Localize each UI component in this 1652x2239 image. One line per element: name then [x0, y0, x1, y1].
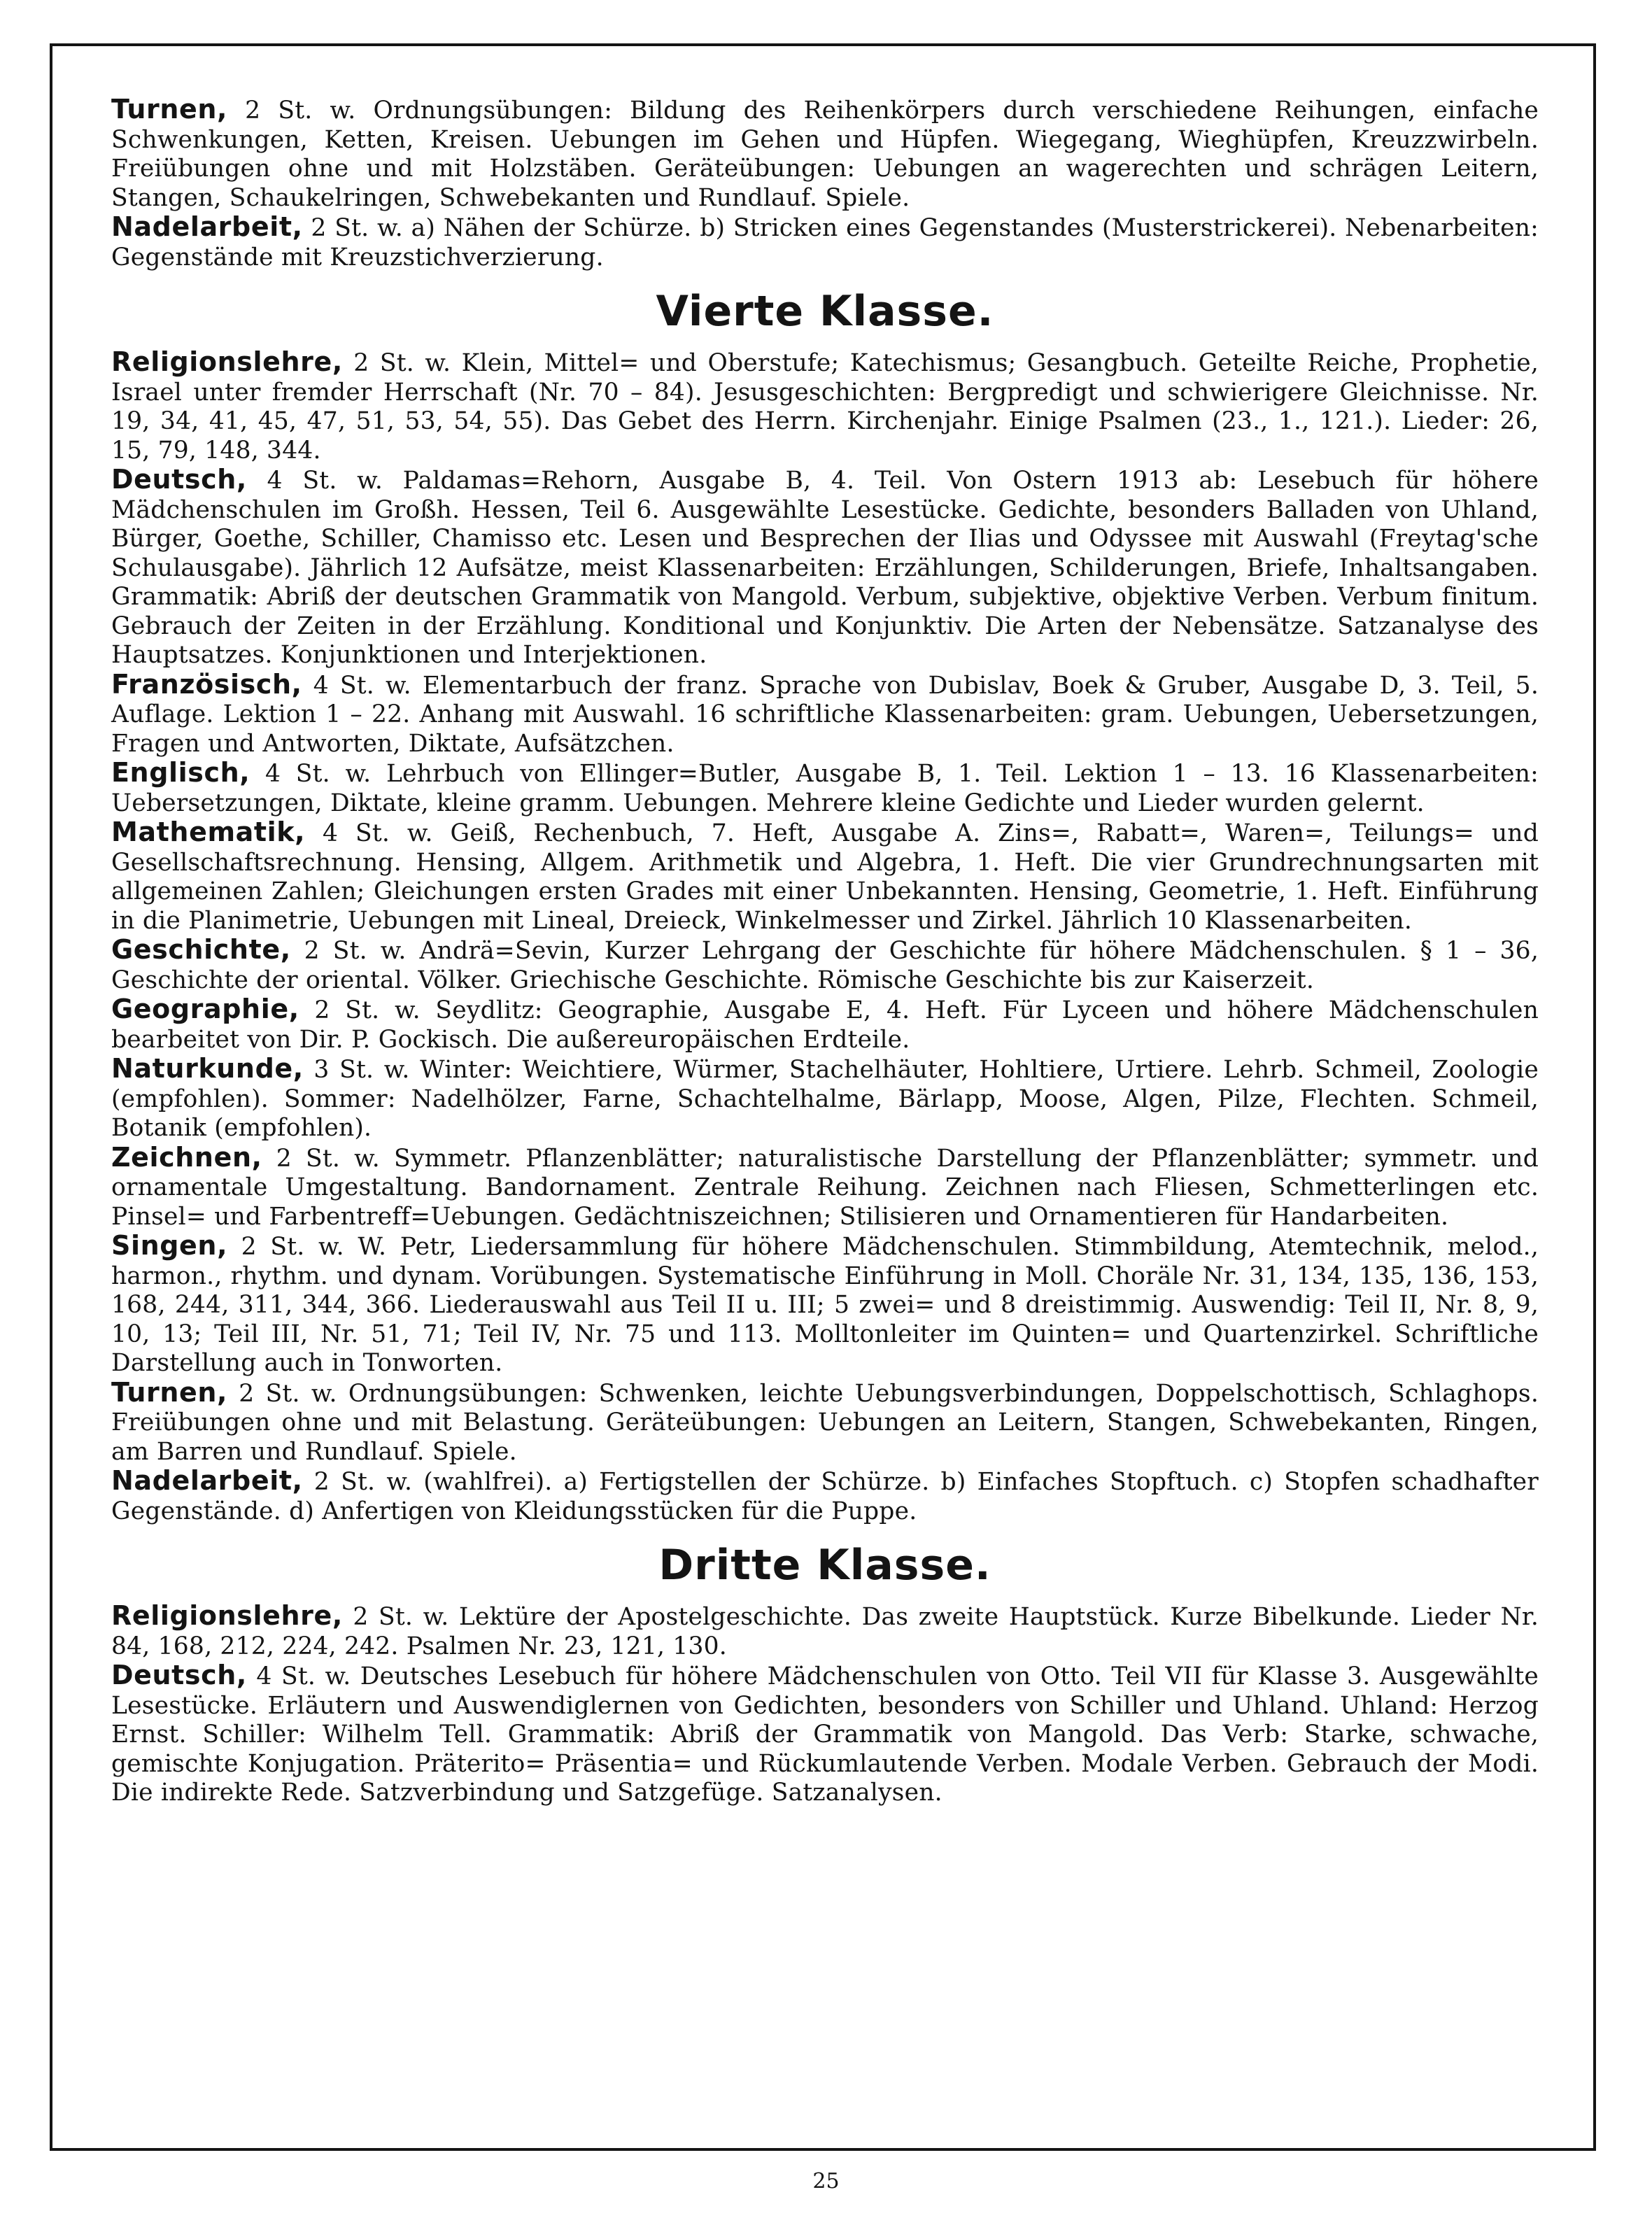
subject-label: Deutsch, [111, 464, 247, 495]
entry-geographie-4 [111, 995, 1539, 1054]
entry-geschichte-4 [111, 935, 1539, 995]
subject-label: Mathematik, [111, 817, 306, 847]
entry-singen-4 [111, 1231, 1539, 1378]
entry-text: 4 St. w. Lehrbuch von Ellinger=Butler, Ausgabe B, 1. Teil. Lektion 1 – 13. 16 Klassenarbeiten: Uebersetzungen, Diktate, kleine gramm. Uebungen. Mehrere kleine Gedichte und Lieder wurden gelernt. [111, 760, 1539, 817]
subject-label: Deutsch, [111, 1660, 247, 1690]
entry-text: 2 St. w. a) Nähen der Schürze. b) Stricken eines Gegenstandes (Musterstrickerei). Nebenarbeiten: Gegenstände mit Kreuzstichverzierung. [111, 214, 1539, 271]
entry-nadelarbeit-4 [111, 1467, 1539, 1526]
entry-text: 2 St. w. Seydlitz: Geographie, Ausgabe E, 4. Heft. Für Lyceen und höhere Mädchenschulen bearbeitet von Dir. P. Gockisch. Die außereuropäischen Erdteile. [111, 996, 1539, 1054]
subject-label: Turnen, [111, 1376, 228, 1408]
entry-text: 2 St. w. Klein, Mittel= und Oberstufe; Katechismus; Gesangbuch. Geteilte Reiche, Prophetie, Israel unter fremder Herrschaft (Nr. 70 – 84). Jesusgeschichten: Bergpredigt und schwierigere Gleichnisse. Nr. 19, 34, 41, 45, 47, 51, 53, 54, 55). Das Gebet des Herrn. Kirchenjahr. Einige Psalmen (23., 1., 121.). Lieder: 26, 15, 79, 148, 344. [111, 349, 1539, 465]
entry-text: 4 St. w. Deutsches Lesebuch für höhere Mädchenschulen von Otto. Teil VII für Klasse 3. Ausgewählte Lesestücke. Erläutern und Auswendiglernen von Gedichten, besonders von Schiller und Uhland. Uhland: Herzog Ernst. Schiller: Wilhelm Tell. Grammatik: Abriß der Grammatik von Mangold. Das Verb: Starke, schwache, gemischte Konjugation. Präterito= Präsentia= und Rückumlautende Verben. Modale Verben. Gebrauch der Modi. Die indirekte Rede. Satzverbindung und Satzgefüge. Satzanalysen. [111, 1662, 1539, 1807]
entry-text: 4 St. w. Geiß, Rechenbuch, 7. Heft, Ausgabe A. Zins=, Rabatt=, Waren=, Teilungs= und Gesellschaftsrechnung. Hensing, Allgem. Arithmetik und Algebra, 1. Heft. Die vier Grundrechnungsarten mit allgemeinen Zahlen; Gleichungen ersten Grades mit einer Unbekannten. Hensing, Geometrie, 1. Heft. Einführung in die Planimetrie, Uebungen mit Lineal, Dreieck, Winkelmesser und Zirkel. Jährlich 10 Klassenarbeiten. [111, 819, 1539, 935]
subject-label: Geschichte, [111, 934, 291, 965]
entry-text: 2 St. w. Lektüre der Apostelgeschichte. Das zweite Hauptstück. Kurze Bibelkunde. Lieder Nr. 84, 168, 212, 224, 242. Psalmen Nr. 23, 121, 130. [111, 1603, 1539, 1660]
entry-mathematik-4 [111, 818, 1539, 935]
entry-naturkunde-4 [111, 1054, 1539, 1143]
heading-dritte-klasse: Dritte Klasse. [658, 1541, 991, 1590]
page-border [50, 43, 1596, 2151]
subject-label: Geographie, [111, 994, 299, 1024]
entry-text: 2 St. w. Ordnungsübungen: Schwenken, leichte Uebungsverbindungen, Doppelschottisch, Schlaghops. Freiübungen ohne und mit Belastung. Geräteübungen: Uebungen an Leitern, Stangen, Schwebekanten, Ringen, am Barren und Rundlauf. Spiele. [111, 1379, 1539, 1466]
subject-label: Naturkunde, [111, 1053, 304, 1084]
entry-text: 2 St. w. Andrä=Sevin, Kurzer Lehrgang der Geschichte für höhere Mädchenschulen. § 1 – 36, Geschichte der oriental. Völker. Griechische Geschichte. Römische Geschichte bis zur Kaiserzeit. [111, 937, 1539, 994]
subject-label: Englisch, [111, 757, 250, 788]
page-number: 25 [812, 2169, 840, 2194]
subject-label: Nadelarbeit, [111, 1465, 303, 1496]
entry-englisch-4 [111, 758, 1539, 818]
subject-label: Religionslehre, [111, 346, 343, 377]
heading-vierte-klasse: Vierte Klasse. [656, 287, 994, 336]
subject-label: Französisch, [111, 668, 302, 700]
entry-nadelarbeit-5 [111, 213, 1539, 272]
entry-religionslehre-3 [111, 1602, 1539, 1661]
entry-franzoesisch-4 [111, 670, 1539, 759]
subject-label: Nadelarbeit, [111, 211, 303, 242]
entry-turnen-5 [111, 95, 1539, 213]
entry-zeichnen-4 [111, 1143, 1539, 1232]
entry-text: 4 St. w. Paldamas=Rehorn, Ausgabe B, 4. Teil. Von Ostern 1913 ab: Lesebuch für höhere Mädchenschulen im Großh. Hessen, Teil 6. Ausgewählte Lesestücke. Gedichte, besonders Balladen von Uhland, Bürger, Goethe, Schiller, Chamisso etc. Lesen und Besprechen der Ilias und Odyssee mit Auswahl (Freytag'sche Schulausgabe). Jährlich 12 Aufsätze, meist Klassenarbeiten: Erzählungen, Schilderungen, Briefe, Inhaltsangaben. Grammatik: Abriß der deutschen Grammatik von Mangold. Verbum, subjektive, objektive Verben. Verbum finitum. Gebrauch der Zeiten in der Erzählung. Konditional und Konjunktiv. Die Arten der Nebensätze. Satzanalyse des Hauptsatzes. Konjunktionen und Interjektionen. [111, 467, 1539, 669]
entry-turnen-4 [111, 1378, 1539, 1467]
entry-text: 4 St. w. Elementarbuch der franz. Sprache von Dubislav, Boek & Gruber, Ausgabe D, 3. Teil, 5. Auflage. Lektion 1 – 22. Anhang mit Auswahl. 16 schriftliche Klassenarbeiten: gram. Uebungen, Uebersetzungen, Fragen und Antworten, Diktate, Aufsätzchen. [111, 671, 1539, 758]
entry-religionslehre-4 [111, 348, 1539, 465]
entry-deutsch-4 [111, 465, 1539, 670]
page-content [111, 95, 1539, 1808]
entry-text: 2 St. w. Symmetr. Pflanzenblätter; naturalistische Darstellung der Pflanzenblätter; symmetr. und ornamentale Umgestaltung. Bandornament. Zentrale Reihung. Zeichnen nach Fliesen, Schmetterlingen etc. Pinsel= und Farbentreff=Uebungen. Gedächtniszeichnen; Stilisieren und Ornamentieren für Handarbeiten. [111, 1144, 1539, 1231]
subject-label: Religionslehre, [111, 1600, 343, 1631]
subject-label: Singen, [111, 1230, 228, 1261]
entry-text: 2 St. w. W. Petr, Liedersammlung für höhere Mädchenschulen. Stimmbildung, Atemtechnik, melod., harmon., rhythm. und dynam. Vorübungen. Systematische Einführung in Moll. Choräle Nr. 31, 134, 135, 136, 153, 168, 244, 311, 344, 366. Liederauswahl aus Teil II u. III; 5 zwei= und 8 dreistimmig. Auswendig: Teil II, Nr. 8, 9, 10, 13; Teil III, Nr. 51, 71; Teil IV, Nr. 75 und 113. Molltonleiter im Quinten= und Quartenzirkel. Schriftliche Darstellung auch in Tonworten. [111, 1233, 1539, 1377]
entry-deutsch-3 [111, 1661, 1539, 1808]
subject-label: Turnen, [111, 94, 228, 125]
entry-text: 2 St. w. Ordnungsübungen: Bildung des Reihenkörpers durch verschiedene Reihungen, einfache Schwenkungen, Ketten, Kreisen. Uebungen im Gehen und Hüpfen. Wiegegang, Wieghüpfen, Kreuzzwirbeln. Freiübungen ohne und mit Holzstäben. Geräteübungen: Uebungen an wagerechten und schrägen Leitern, Stangen, Schaukelringen, Schwebekanten und Rundlauf. Spiele. [111, 97, 1539, 212]
subject-label: Zeichnen, [111, 1141, 262, 1173]
entry-text: 2 St. w. (wahlfrei). a) Fertigstellen der Schürze. b) Einfaches Stopftuch. c) Stopfen schadhafter Gegenstände. d) Anfertigen von Kleidungsstücken für die Puppe. [111, 1468, 1539, 1525]
entry-text: 3 St. w. Winter: Weichtiere, Würmer, Stachelhäuter, Hohltiere, Urtiere. Lehrb. Schmeil, Zoologie (empfohlen). Sommer: Nadelhölzer, Farne, Schachtelhalme, Bärlapp, Moose, Algen, Pilze, Flechten. Schmeil, Botanik (empfohlen). [111, 1056, 1539, 1142]
